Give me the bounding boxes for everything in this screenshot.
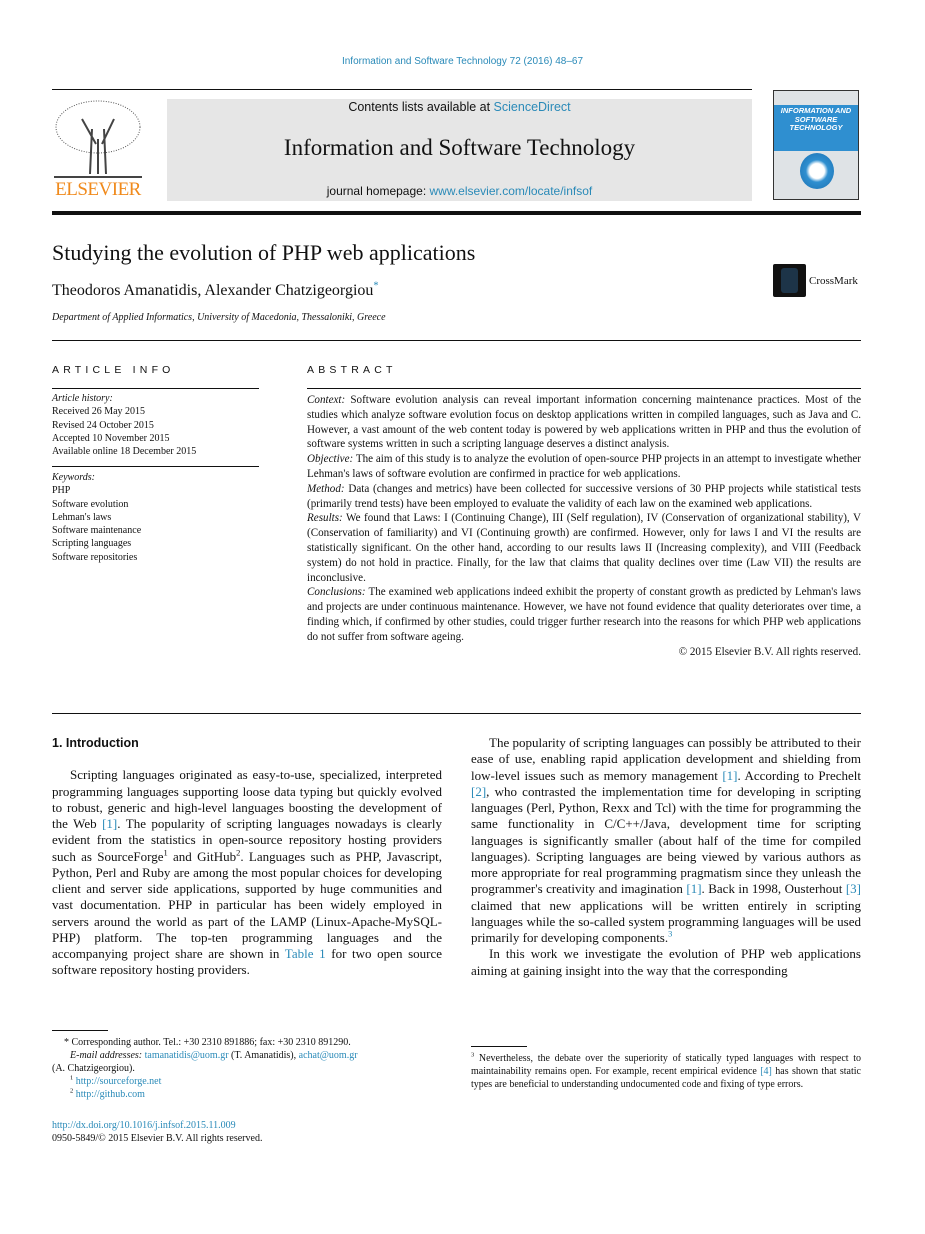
reference-link[interactable]: [3] [845,881,862,897]
footnote-marker: 2 [70,1087,74,1095]
text-run: . Back in 1998, Ousterhout [701,881,846,897]
keyword: Software evolution [52,498,129,510]
keywords-label: Keywords: [52,472,95,483]
masthead-thick-rule [52,211,861,215]
text-run: has shown that static types are beneficial to understanding undocumented code and fixing of type errors. [471,1066,861,1090]
abstract-section-label: Results: [307,512,343,525]
abstract-bottom-rule [52,713,861,714]
cover-title: INFORMATION AND SOFTWARE TECHNOLOGY [774,105,858,151]
abstract-section-label: Conclusions: [307,586,366,599]
text-run: In this work we investigate the evolution of PHP web applications aiming at gaining insight into the way that the corresponding [471,946,861,978]
footnote-rule-right [471,1046,527,1047]
keywords-rule [52,466,259,467]
sciencedirect-link[interactable]: ScienceDirect [493,100,571,114]
paragraph [471,735,861,946]
reference-link[interactable]: Table 1 [284,946,326,961]
history-list [52,405,259,458]
abstract-section [307,585,861,644]
footnote-ref-link[interactable]: 3 [668,928,673,939]
contents-prefix: Contents lists available at [348,100,494,114]
authors [52,282,379,300]
history-entry: Revised 24 October 2015 [52,419,154,431]
doi-link[interactable]: http://dx.doi.org/10.1016/j.infsof.2015.11.009 [52,1120,236,1131]
paragraph [471,946,861,979]
journal-title: Information and Software Technology [283,135,636,160]
abstract-section [307,511,861,585]
abstract-section [307,482,861,512]
reference-link[interactable]: [4] [760,1066,772,1077]
reference-link[interactable]: http://sourceforge.net [75,1076,162,1087]
italic-text: E-mail addresses: [70,1050,145,1061]
abstract-section-label: Objective: [307,453,354,466]
text-run: claimed that new applications will be written entirely in scripting languages while the so-called system programming languages will be used primarily for developing components. [471,897,861,945]
crossmark-icon[interactable] [773,264,806,297]
history-entry: Received 26 May 2015 [52,406,146,418]
footnote-marker: 3 [471,1051,475,1059]
reference-link[interactable]: [2] [471,783,487,799]
paragraph [52,1036,442,1049]
journal-citation[interactable]: Information and Software Technology 72 (2016) 48–67 [341,56,584,67]
elsevier-logo[interactable] [52,99,144,201]
homepage-line [167,184,752,198]
publisher-wordmark: ELSEVIER [55,179,141,200]
homepage-prefix: journal homepage: [326,184,430,198]
abstract-section-text: We found that Laws: I (Continuing Change), III (Self regulation), IV (Conservation of organizational stability), V (Conservation of familiarity) and VI (Continuing growth) are confirmed. However, only for laws I and VI the results are statistically significant. On the other hand, according to our results laws II (Increasing complexity), and VIII (Feedback system) do not hold in practice. Finally, for the law that claims that quality declines over time (Law VII) the results are inconclusive. [307,512,861,584]
abstract-copyright: © 2015 Elsevier B.V. All rights reserved. [678,645,861,658]
text-run: . Languages such as PHP, Javascript, Python, Perl and Ruby are among the most popular choices for developing client and server side applications, supported by huge communities and vast documentation. PHP in particular has been widely employed in servers around the world as part of the LAMP (Linux-Apache-MySQL-PHP) platform. The top-ten programming languages and the accompanying project share are shown in [52,848,442,961]
footnote-marker: 1 [163,847,168,858]
paragraph [52,1075,442,1088]
keywords-list [52,484,259,564]
text-run: . The popularity of scripting languages nowadays is clearly evident from the statistics in open-source repository hosting providers such as SourceForge [52,816,442,864]
reference-link[interactable]: [1] [722,767,738,783]
globe-icon [800,153,834,189]
corresponding-author-mark[interactable]: * [373,280,379,292]
reference-link[interactable]: [1] [686,881,702,897]
footnote-marker: 1 [70,1074,74,1082]
abstract-sections [307,393,861,645]
footnotes-left [52,1036,442,1101]
abstract-section [307,452,861,482]
paragraph [471,1052,861,1091]
reference-link[interactable]: http://github.com [75,1089,145,1100]
contents-line [167,100,752,114]
left-paragraphs [52,767,442,978]
journal-masthead [167,99,752,201]
section-heading: 1. Introduction [52,736,139,750]
keyword: PHP [52,485,71,497]
paragraph [52,1088,442,1101]
abstract-rule [307,388,861,389]
author-names: Theodoros Amanatidis, Alexander Chatzigeorgiou [52,282,374,299]
tree-icon [52,99,144,179]
body-right-column [471,735,861,979]
body-left-column [52,735,442,979]
paragraph [52,767,442,978]
footnote-marker: 2 [236,847,241,858]
text-run: The popularity of scripting languages can possibly be attributed to their ease of use, enabling rapid application development and shielding from low-level issues such as memory management [471,735,861,783]
article-title: Studying the evolution of PHP web applications [52,240,476,265]
text-run: * Corresponding author. Tel.: +30 2310 891886; fax: +30 2310 891290. [64,1037,351,1048]
abstract-section-text: Data (changes and metrics) have been collected for successive versions of 30 PHP projects while statistical tests (primarily trend tests) have been employed to evaluate the validity of each law on the examined web applications. [307,482,861,510]
journal-cover[interactable] [773,90,859,200]
article-info-heading: ARTICLE INFO [52,364,175,376]
abstract-section-label: Method: [307,482,345,495]
issn-copyright: 0950-5849/© 2015 Elsevier B.V. All rights reserved. [52,1133,263,1144]
right-paragraphs [471,735,861,979]
text-run: (A. Chatzigeorgiou). [52,1063,135,1074]
keyword: Lehman's laws [52,511,112,523]
header-rule [52,89,752,90]
keyword: Software repositories [52,551,138,563]
reference-link[interactable]: tamanatidis@uom.gr [144,1050,229,1061]
title-rule [52,340,861,341]
footnote-rule-left [52,1030,108,1031]
keyword: Software maintenance [52,525,142,537]
text-run: Nevertheless, the debate over the superiority of statically typed languages with respect to maintainability remains open. For example, recent empirical evidence [471,1053,861,1077]
text-run: Scripting languages originated as easy-to-use, specialized, interpreted programming languages supporting loose data typing but quickly evolved to robust, generic and high-level languages boosting the development of the Web [52,767,442,831]
crossmark-label[interactable]: CrossMark [809,275,858,287]
keywords [52,471,259,564]
abstract-section-text: Software evolution analysis can reveal important information concerning maintenance practices. Most of the studies which analyze software evolution focus on desktop applications written in compiled languages, such as Java and C. However, a vast amount of the web content today is powered by web applications written in PHP and thus the evolution of software systems written in such a scripting language deserves a distinct analysis. [307,394,861,451]
text-run: and GitHub [167,848,237,864]
history-entry: Accepted 10 November 2015 [52,432,170,444]
reference-link[interactable]: [1] [102,816,118,831]
keyword: Scripting languages [52,538,132,550]
article-history [52,392,259,458]
abstract [307,393,861,659]
abstract-section-label: Context: [307,394,346,406]
abstract-heading: ABSTRACT [307,364,397,376]
text-run: , who contrasted the implementation time for developing in scripting languages (Perl, Python, Rexx and Tcl) with the time for programming the same functionality in C/C++/Java, development time for scripting languages is significantly smaller (about half of the time for compiled languages). Scripting languages are being viewed by various authors as more appropriate for real programming pragmatism since they unleash the programmer's creativity and imagination [471,783,861,897]
history-label: Article history: [52,393,113,404]
paragraph [52,1062,442,1075]
abstract-section-text: The aim of this study is to analyze the evolution of open-source PHP projects in an attempt to investigate whether Lehman's laws of software evolution are confirmed in practice for web applications. [307,453,861,480]
info-rule [52,388,259,389]
reference-link[interactable]: achat@uom.gr [298,1050,358,1061]
affiliation: Department of Applied Informatics, University of Macedonia, Thessaloniki, Greece [52,312,386,323]
homepage-link[interactable]: www.elsevier.com/locate/infsof [429,184,593,198]
text-run: . According to Prechelt [737,767,861,783]
abstract-section [307,393,861,452]
text-run: (T. Amanatidis), [228,1050,299,1061]
text-run: for two open source software repository hosting providers. [52,946,442,978]
abstract-section-text: The examined web applications indeed exhibit the property of constant growth as predicted by Lehman's laws and projects are under continuous maintenance. However, we have not found evidence that quality deteriorates over time, a finding which, if confirmed by other studies, could trigger further research into the reasons for which PHP web applications do not suffer from software ageing. [307,586,861,643]
paragraph [52,1049,442,1062]
history-entry: Available online 18 December 2015 [52,446,197,458]
doi-block [52,1119,262,1145]
footnotes-right [471,1052,861,1091]
